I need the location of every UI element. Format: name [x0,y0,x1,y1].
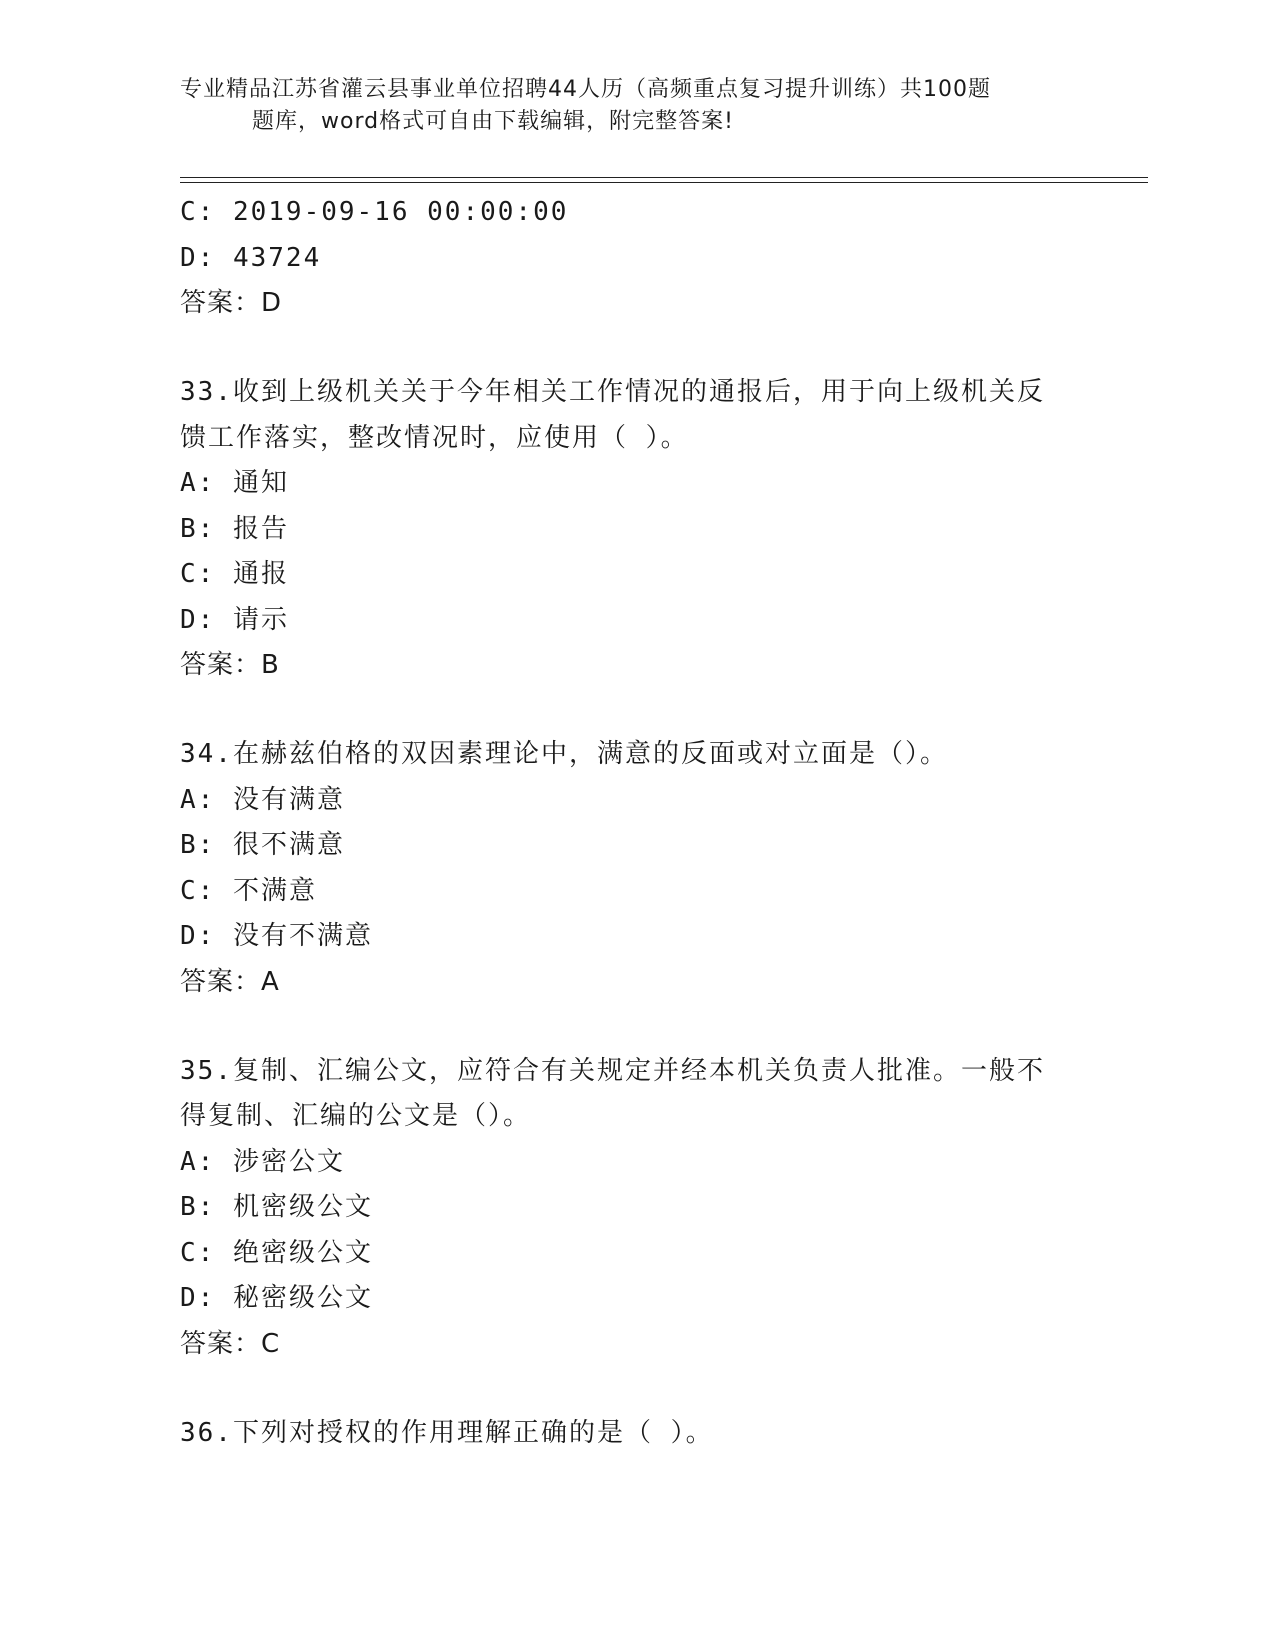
question-list [180,190,1080,1456]
question-35 [180,1049,1080,1368]
question-34 [180,732,1080,1005]
option-b: B: 报告 [180,513,289,544]
question-stem: 33.收到上级机关关于今年相关工作情况的通报后，用于向上级机关反 [180,377,1045,407]
header-title-line1: 专业精品江苏省灌云县事业单位招聘44人历（高频重点复习提升训练）共100题 [180,77,991,102]
question-32-tail [180,190,1080,327]
header-rule-bottom [180,182,1148,183]
question-stem-continued: 馈工作落实，整改情况时，应使用（ ）。 [180,422,689,453]
option-a: A: 涉密公文 [180,1146,345,1177]
answer-line: 答案：C [180,1328,281,1359]
option-d: D: 43724 [180,242,322,273]
document-header [180,74,1080,138]
option-b: B: 很不满意 [180,830,345,860]
question-gap [180,327,1080,371]
option-d: D: 秘密级公文 [180,1283,373,1313]
question-gap [180,689,1080,733]
header-title-line2: 题库，word格式可自由下载编辑，附完整答案! [252,109,734,134]
option-c: C: 通报 [180,559,289,589]
question-36 [180,1411,1080,1457]
question-stem: 35.复制、汇编公文，应符合有关规定并经本机关负责人批准。一般不 [180,1055,1045,1086]
option-c: C: 不满意 [180,875,317,906]
option-a: A: 通知 [180,468,289,498]
question-stem-continued: 得复制、汇编的公文是（）。 [180,1101,532,1131]
question-stem: 34.在赫兹伯格的双因素理论中，满意的反面或对立面是（）。 [180,739,948,769]
question-stem: 36.下列对授权的作用理解正确的是（ ）。 [180,1417,714,1448]
answer-line: 答案：A [180,966,280,997]
answer-line: 答案：D [180,288,283,318]
option-b: B: 机密级公文 [180,1192,373,1222]
header-rule-top [180,177,1148,178]
question-33 [180,370,1080,689]
option-c: C: 2019-09-16 00:00:00 [180,197,569,227]
option-d: D: 请示 [180,604,289,635]
option-d: D: 没有不满意 [180,921,373,951]
answer-line: 答案：B [180,650,280,680]
question-gap [180,1367,1080,1411]
question-gap [180,1005,1080,1049]
option-a: A: 没有满意 [180,784,345,815]
option-c: C: 绝密级公文 [180,1237,373,1268]
